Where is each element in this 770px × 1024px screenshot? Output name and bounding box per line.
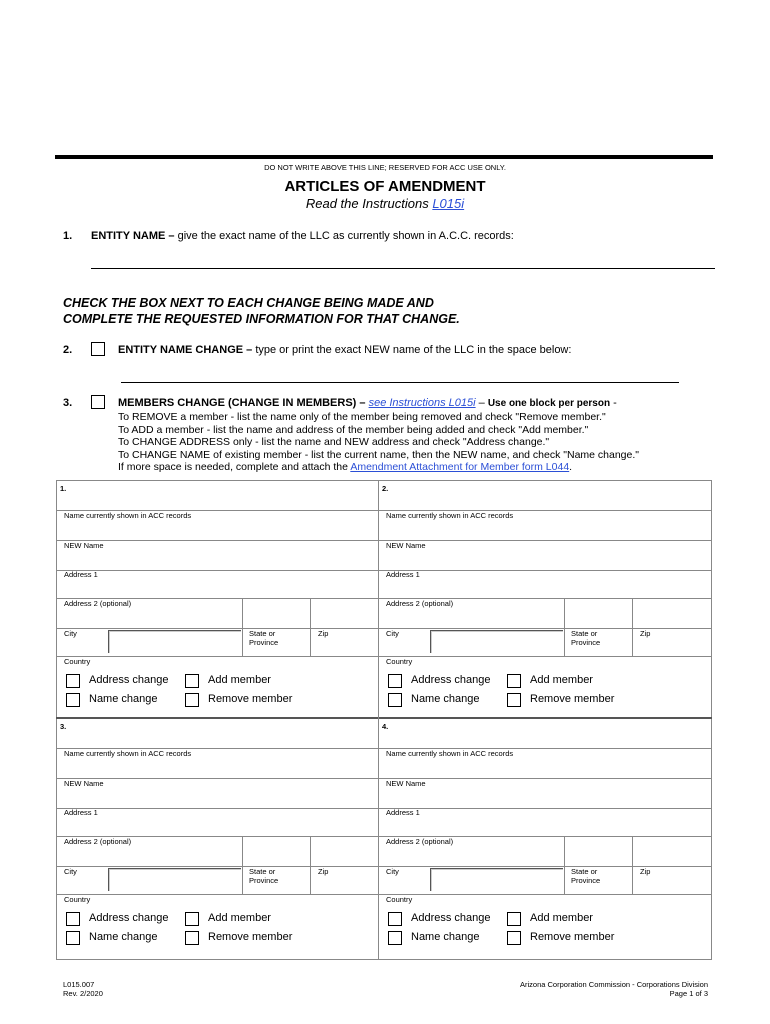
member4-add-member-label: Add member <box>530 912 593 924</box>
member3-row-line <box>56 894 378 895</box>
footer-page: Page 1 of 3 <box>669 989 708 998</box>
item2-number: 2. <box>63 344 73 356</box>
member-grid-divider <box>56 717 712 719</box>
member3-address-change-label: Address change <box>89 912 169 924</box>
member2-add-member-label: Add member <box>530 674 593 686</box>
member3-address2-label: Address 2 (optional) <box>64 837 132 846</box>
member2-row-line <box>378 570 712 571</box>
item3-text <box>118 397 617 409</box>
member2-new-name-label: NEW Name <box>386 541 426 550</box>
member1-remove-member-label: Remove member <box>208 693 293 705</box>
item2-text <box>118 344 571 356</box>
item1-label: ENTITY NAME – <box>91 230 175 242</box>
member1-add-member-checkbox[interactable] <box>185 674 199 688</box>
member4-city-label: City <box>386 867 399 876</box>
page-title: ARTICLES OF AMENDMENT <box>284 178 486 195</box>
member2-address1-label: Address 1 <box>386 570 420 579</box>
check-heading <box>63 295 460 327</box>
member3-city-input[interactable] <box>108 868 241 891</box>
footer-agency-info <box>520 980 708 998</box>
member1-state-label: State or <box>249 629 276 638</box>
member4-add-member-checkbox[interactable] <box>507 912 521 926</box>
instr-more-prefix: If more space is needed, complete and attach the <box>118 461 351 473</box>
member4-province-label: Province <box>571 876 601 885</box>
member1-row-line <box>56 656 378 657</box>
member1-city-input[interactable] <box>108 630 241 653</box>
entity-name-change-checkbox[interactable] <box>91 342 105 356</box>
member4-zip-label: Zip <box>640 867 651 876</box>
member4-row-line <box>378 894 712 895</box>
member3-row-line <box>56 808 378 809</box>
item1-text <box>91 230 514 242</box>
member3-add-member-label: Add member <box>208 912 271 924</box>
member2-number: 2. <box>382 484 389 493</box>
member2-remove-member-checkbox[interactable] <box>507 693 521 707</box>
reserved-notice: DO NOT WRITE ABOVE THIS LINE; RESERVED FOR ACC USE ONLY. <box>264 163 506 172</box>
member3-name-change-label: Name change <box>89 931 158 943</box>
item1-number: 1. <box>63 230 73 242</box>
member1-add-member-label: Add member <box>208 674 271 686</box>
item2-label: ENTITY NAME CHANGE – <box>118 344 253 356</box>
page-subtitle <box>0 196 770 211</box>
member4-state-divider <box>564 836 565 894</box>
top-rule <box>55 155 713 159</box>
member4-city-input[interactable] <box>430 868 563 891</box>
member4-row-line <box>378 866 712 867</box>
member2-city-input[interactable] <box>430 630 563 653</box>
instr-name: To CHANGE NAME of existing member - list the current name, then the NEW name, and check "Name change." <box>118 448 640 461</box>
member1-remove-member-checkbox[interactable] <box>185 693 199 707</box>
member1-name-change-checkbox[interactable] <box>66 693 80 707</box>
member-instructions <box>118 411 639 474</box>
member4-address2-label: Address 2 (optional) <box>386 837 454 846</box>
member2-row-line <box>378 540 712 541</box>
member4-number: 4. <box>382 722 389 731</box>
member1-address-change-label: Address change <box>89 674 169 686</box>
instr-add: To ADD a member - list the name and address of the member being added and check "Add member." <box>118 423 589 436</box>
item1-desc: give the exact name of the LLC as currently shown in A.C.C. records: <box>174 230 514 242</box>
member4-remove-member-label: Remove member <box>530 931 615 943</box>
member3-remove-member-label: Remove member <box>208 931 293 943</box>
item3-tail-dash: - <box>610 397 617 409</box>
member1-current-name-label: Name currently shown in ACC records <box>64 511 192 520</box>
footer-rev: Rev. 2/2020 <box>63 989 103 998</box>
item3-tail: Use one block per person <box>487 398 611 409</box>
member1-row-line <box>56 540 378 541</box>
member2-province-label: Province <box>571 638 601 647</box>
member4-country-label: Country <box>386 895 413 904</box>
member1-zip-divider <box>310 598 311 656</box>
member4-address-change-label: Address change <box>411 912 491 924</box>
instr-address: To CHANGE ADDRESS only - list the name and NEW address and check "Address change." <box>118 436 550 448</box>
member3-address-change-checkbox[interactable] <box>66 912 80 926</box>
member3-province-label: Province <box>249 876 279 885</box>
item2-desc: type or print the exact NEW name of the LLC in the space below: <box>252 344 572 356</box>
footer-form-code: L015.007 <box>63 980 95 989</box>
footer-agency: Arizona Corporation Commission - Corporations Division <box>520 980 708 989</box>
member2-name-change-checkbox[interactable] <box>388 693 402 707</box>
item3-dash: – <box>475 397 488 409</box>
member2-remove-member-label: Remove member <box>530 693 615 705</box>
member2-zip-label: Zip <box>640 629 651 638</box>
member3-name-change-checkbox[interactable] <box>66 931 80 945</box>
member3-country-label: Country <box>64 895 91 904</box>
member-attachment-link[interactable]: Amendment Attachment for Member form L044 <box>350 461 570 473</box>
member4-state-label: State or <box>571 867 598 876</box>
member4-zip-divider <box>632 836 633 894</box>
member1-zip-label: Zip <box>318 629 329 638</box>
member2-zip-divider <box>632 598 633 656</box>
member1-city-label: City <box>64 629 77 638</box>
member4-remove-member-checkbox[interactable] <box>507 931 521 945</box>
member2-country-label: Country <box>386 657 413 666</box>
member4-address-change-checkbox[interactable] <box>388 912 402 926</box>
member3-row-line <box>56 778 378 779</box>
member3-zip-label: Zip <box>318 867 329 876</box>
member3-state-label: State or <box>249 867 276 876</box>
member4-column-divider <box>378 718 379 960</box>
member3-zip-divider <box>310 836 311 894</box>
member3-new-name-label: NEW Name <box>64 779 104 788</box>
member1-row-line <box>56 628 378 629</box>
member2-address-change-label: Address change <box>411 674 491 686</box>
instr-more-space <box>118 461 639 474</box>
member3-state-divider <box>242 836 243 894</box>
member2-address-change-checkbox[interactable] <box>388 674 402 688</box>
member3-address1-label: Address 1 <box>64 808 98 817</box>
member1-address-change-checkbox[interactable] <box>66 674 80 688</box>
member4-new-name-label: NEW Name <box>386 779 426 788</box>
member4-name-change-checkbox[interactable] <box>388 931 402 945</box>
member4-name-change-label: Name change <box>411 931 480 943</box>
member1-address2-label: Address 2 (optional) <box>64 599 132 608</box>
member2-current-name-label: Name currently shown in ACC records <box>386 511 514 520</box>
member2-add-member-checkbox[interactable] <box>507 674 521 688</box>
member2-address2-label: Address 2 (optional) <box>386 599 454 608</box>
footer-form-info <box>63 980 103 998</box>
member3-add-member-checkbox[interactable] <box>185 912 199 926</box>
member2-row-line <box>378 628 712 629</box>
subtitle-text: Read the Instructions <box>305 196 433 211</box>
member2-name-change-label: Name change <box>411 693 480 705</box>
members-change-checkbox[interactable] <box>91 395 105 409</box>
item3-number: 3. <box>63 397 73 409</box>
member1-address1-label: Address 1 <box>64 570 98 579</box>
member1-number: 1. <box>60 484 67 493</box>
member1-state-divider <box>242 598 243 656</box>
member1-province-label: Province <box>249 638 279 647</box>
member2-row-line <box>378 656 712 657</box>
member3-remove-member-checkbox[interactable] <box>185 931 199 945</box>
member2-state-label: State or <box>571 629 598 638</box>
member1-row-line <box>56 570 378 571</box>
member3-city-label: City <box>64 867 77 876</box>
member3-row-line <box>56 866 378 867</box>
check-heading-line1: CHECK THE BOX NEXT TO EACH CHANGE BEING MADE AND <box>63 296 434 310</box>
member4-row-line <box>378 778 712 779</box>
member2-city-label: City <box>386 629 399 638</box>
entity-name-field[interactable] <box>91 268 715 269</box>
check-heading-line2: COMPLETE THE REQUESTED INFORMATION FOR THAT CHANGE. <box>63 312 460 326</box>
member4-address1-label: Address 1 <box>386 808 420 817</box>
member3-number: 3. <box>60 722 67 731</box>
instructions-link[interactable]: L015i <box>432 196 465 211</box>
item3-label: MEMBERS CHANGE (CHANGE IN MEMBERS) – <box>118 397 366 409</box>
member1-name-change-label: Name change <box>89 693 158 705</box>
instr-more-suffix: . <box>569 461 573 473</box>
member4-row-line <box>378 808 712 809</box>
member1-country-label: Country <box>64 657 91 666</box>
member2-column-divider <box>378 480 379 718</box>
member3-current-name-label: Name currently shown in ACC records <box>64 749 192 758</box>
member1-new-name-label: NEW Name <box>64 541 104 550</box>
instr-remove: To REMOVE a member - list the name only of the member being removed and check "Remove member." <box>118 411 606 423</box>
new-entity-name-field[interactable] <box>121 382 679 383</box>
item3-instructions-link[interactable]: see Instructions L015i <box>368 397 476 409</box>
member4-current-name-label: Name currently shown in ACC records <box>386 749 514 758</box>
member2-state-divider <box>564 598 565 656</box>
